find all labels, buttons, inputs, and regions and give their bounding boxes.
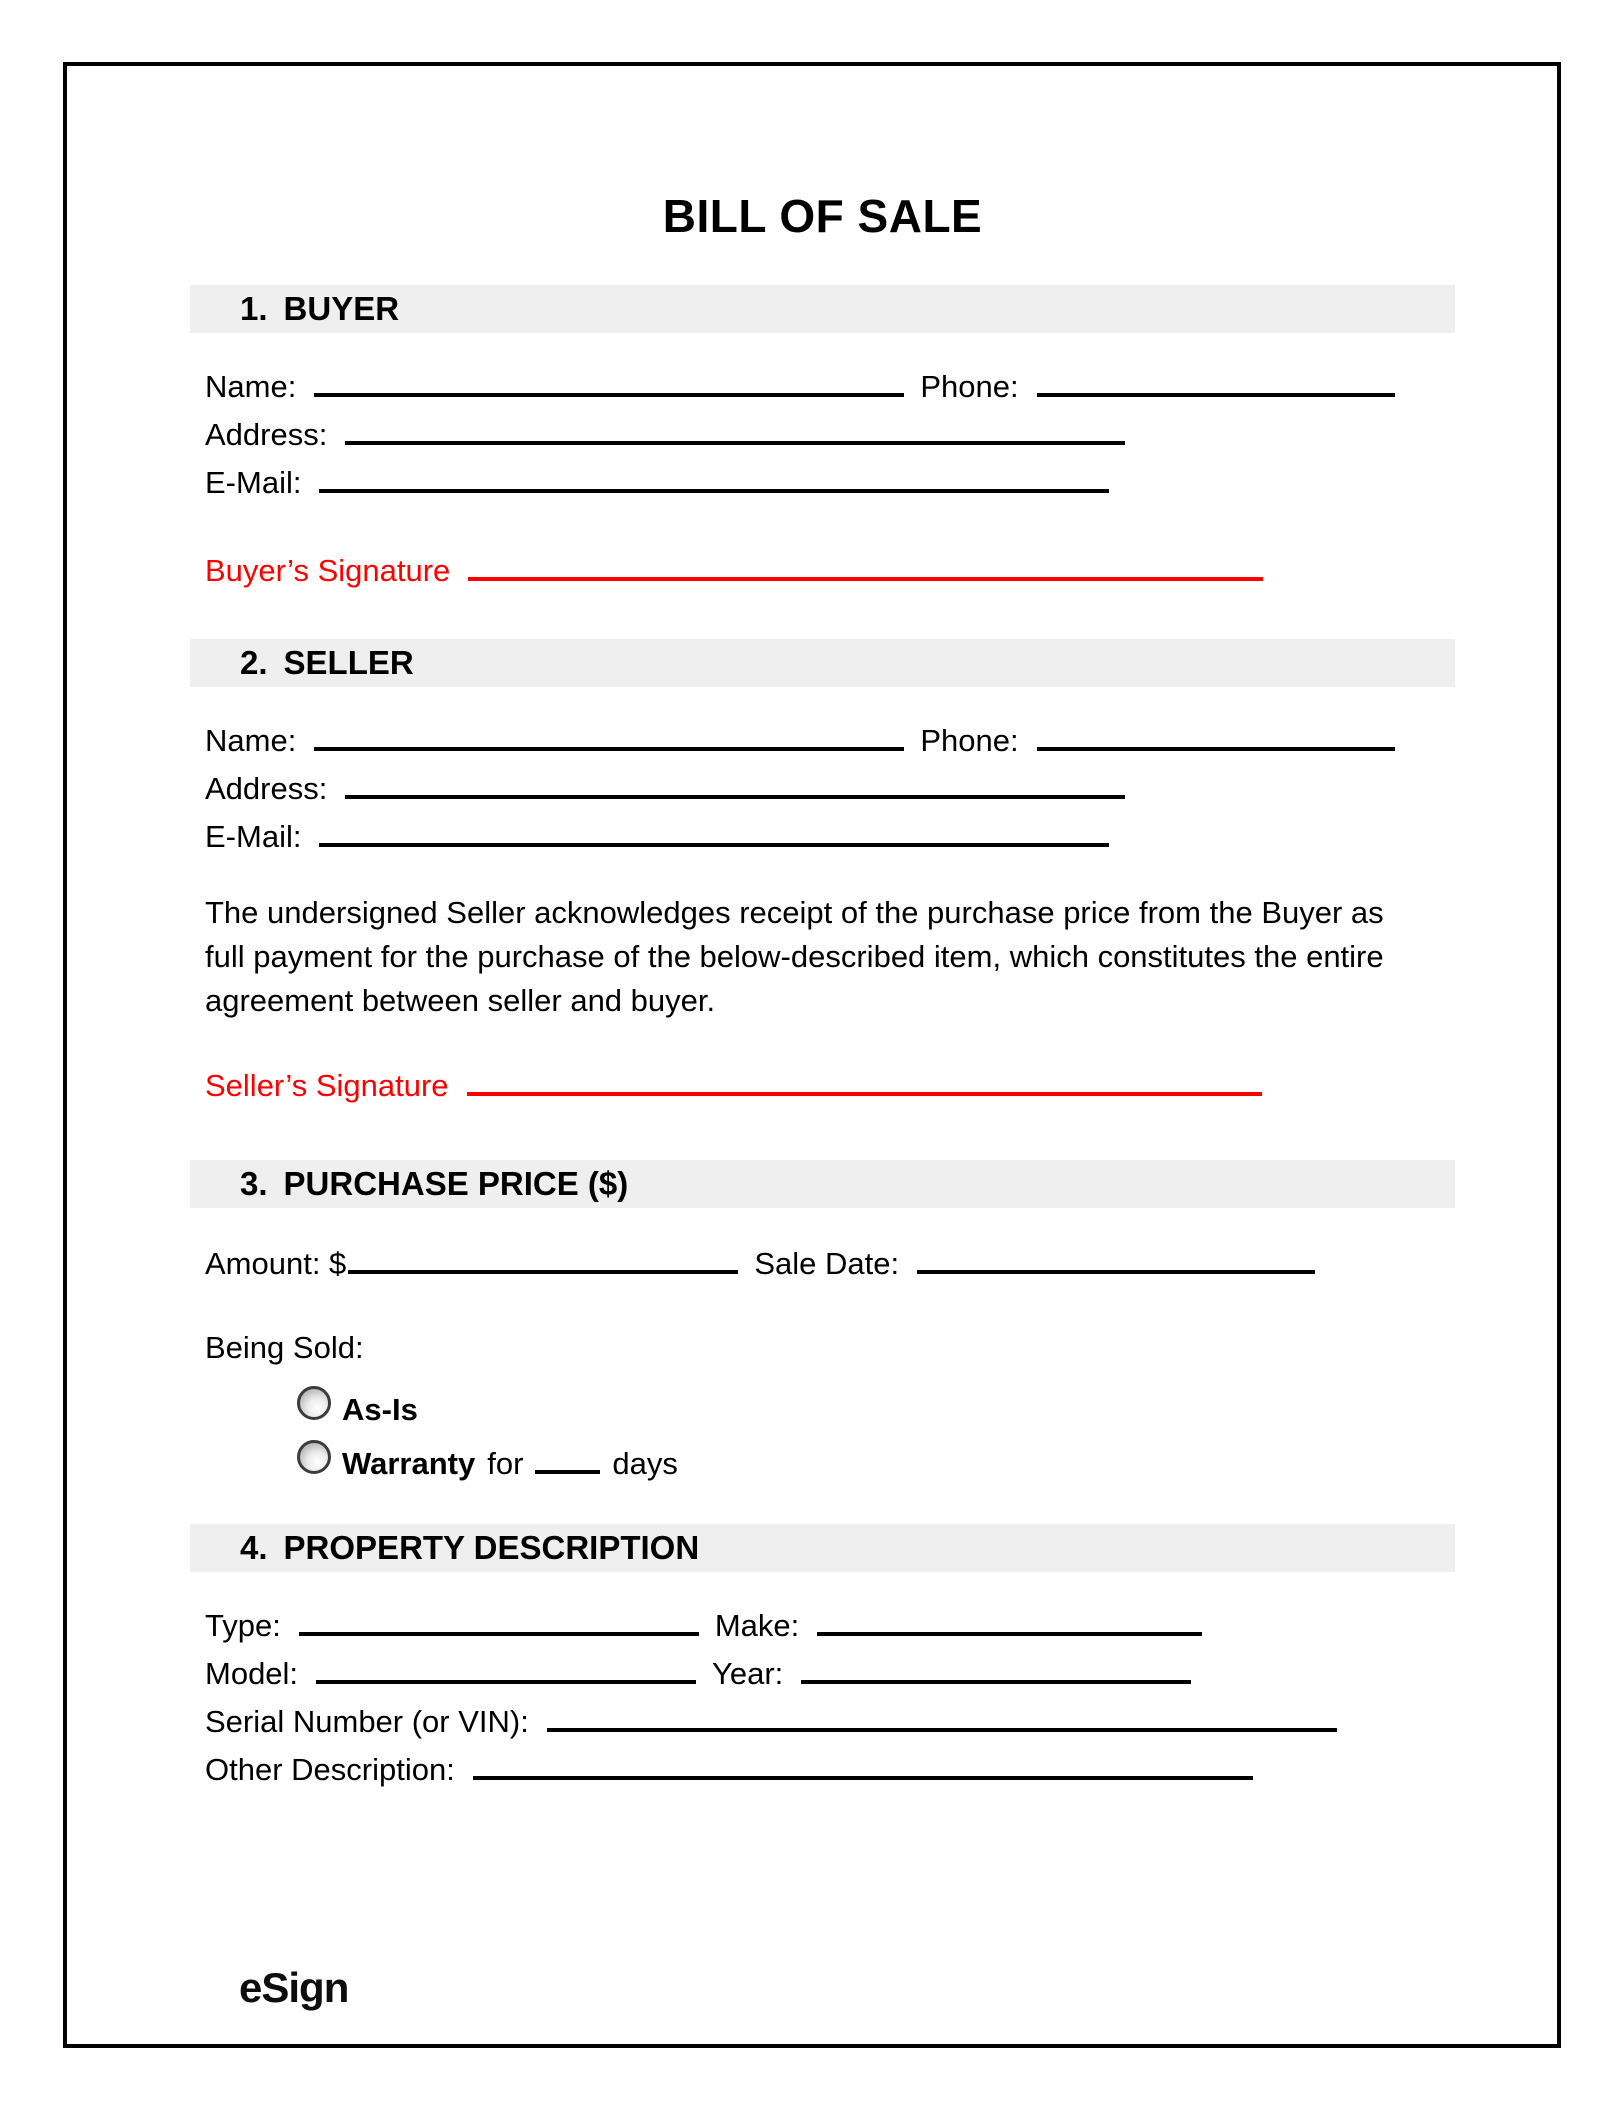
warranty-days-text: days <box>612 1446 678 1481</box>
amount-input[interactable] <box>348 1270 738 1274</box>
year-label: Year: <box>712 1656 784 1691</box>
warranty-option-row <box>190 1440 1455 1492</box>
seller-address-row <box>190 771 1455 819</box>
other-description-label: Other Description: <box>205 1752 455 1787</box>
section-header-seller <box>190 639 1455 687</box>
page-title: BILL OF SALE <box>662 190 983 242</box>
buyer-name-label: Name: <box>205 369 297 404</box>
warranty-days-input[interactable] <box>535 1470 600 1474</box>
serial-input[interactable] <box>547 1728 1337 1732</box>
section-title: PROPERTY DESCRIPTION <box>283 1529 700 1566</box>
seller-signature-input[interactable] <box>467 1092 1262 1096</box>
sale-date-input[interactable] <box>917 1270 1315 1274</box>
seller-email-label: E-Mail: <box>205 819 302 854</box>
seller-name-input[interactable] <box>314 747 904 751</box>
as-is-label: As-Is <box>342 1392 418 1427</box>
buyer-address-input[interactable] <box>345 441 1125 445</box>
document-content <box>190 192 1455 1800</box>
seller-name-row <box>190 723 1455 771</box>
seller-fields <box>190 723 1455 867</box>
property-model-year-row <box>190 1656 1455 1704</box>
seller-name-label: Name: <box>205 723 297 758</box>
warranty-for-text: for <box>487 1446 524 1481</box>
seller-signature-label: Seller’s Signature <box>205 1068 449 1103</box>
section-number: 2. <box>240 644 268 681</box>
buyer-signature-input[interactable] <box>468 577 1263 581</box>
amount-label: Amount: $ <box>205 1246 347 1281</box>
section-number: 1. <box>240 290 268 327</box>
seller-address-label: Address: <box>205 771 328 806</box>
property-type-make-row <box>190 1608 1455 1656</box>
buyer-signature-label: Buyer’s Signature <box>205 553 451 588</box>
esign-logo: eSign <box>239 1964 349 2011</box>
property-serial-row <box>190 1704 1455 1752</box>
other-description-input[interactable] <box>473 1776 1253 1780</box>
seller-acknowledgement-paragraph: The undersigned Seller acknowledges receipt of the purchase price from the Buyer as full payment for the purchase of the below-described item, which constitutes the entire agreement between seller and buyer. <box>205 895 1384 1018</box>
buyer-email-label: E-Mail: <box>205 465 302 500</box>
as-is-radio[interactable] <box>297 1386 331 1420</box>
as-is-option-row <box>190 1386 1455 1438</box>
seller-address-input[interactable] <box>345 795 1125 799</box>
being-sold-label: Being Sold: <box>205 1330 364 1365</box>
model-label: Model: <box>205 1656 299 1691</box>
serial-label: Serial Number (or VIN): <box>205 1704 529 1739</box>
buyer-fields <box>190 369 1455 513</box>
being-sold-row <box>190 1330 1455 1378</box>
year-input[interactable] <box>801 1680 1191 1684</box>
type-label: Type: <box>205 1608 281 1643</box>
buyer-address-label: Address: <box>205 417 328 452</box>
seller-email-input[interactable] <box>319 843 1109 847</box>
buyer-name-input[interactable] <box>314 393 904 397</box>
sale-date-label: Sale Date: <box>754 1246 900 1281</box>
buyer-email-row <box>190 465 1455 513</box>
type-input[interactable] <box>299 1632 699 1636</box>
seller-phone-label: Phone: <box>920 723 1019 758</box>
seller-phone-input[interactable] <box>1037 747 1395 751</box>
section-header-property <box>190 1524 1455 1572</box>
section-header-buyer <box>190 285 1455 333</box>
seller-signature-row <box>190 1068 1455 1120</box>
section-title: PURCHASE PRICE ($) <box>283 1165 629 1202</box>
section-header-purchase-price <box>190 1160 1455 1208</box>
warranty-label: Warranty <box>342 1446 476 1481</box>
section-title: SELLER <box>283 644 414 681</box>
seller-email-row <box>190 819 1455 867</box>
section-number: 4. <box>240 1529 268 1566</box>
warranty-radio[interactable] <box>297 1440 331 1474</box>
property-other-row <box>190 1752 1455 1800</box>
buyer-name-row <box>190 369 1455 417</box>
model-input[interactable] <box>316 1680 696 1684</box>
buyer-email-input[interactable] <box>319 489 1109 493</box>
buyer-phone-input[interactable] <box>1037 393 1395 397</box>
make-label: Make: <box>714 1608 800 1643</box>
buyer-signature-row <box>190 553 1455 605</box>
amount-row <box>190 1246 1455 1294</box>
buyer-phone-label: Phone: <box>920 369 1019 404</box>
make-input[interactable] <box>817 1632 1202 1636</box>
buyer-address-row <box>190 417 1455 465</box>
document-page <box>63 62 1561 2048</box>
section-title: BUYER <box>283 290 400 327</box>
property-fields <box>190 1608 1455 1800</box>
section-number: 3. <box>240 1165 268 1202</box>
